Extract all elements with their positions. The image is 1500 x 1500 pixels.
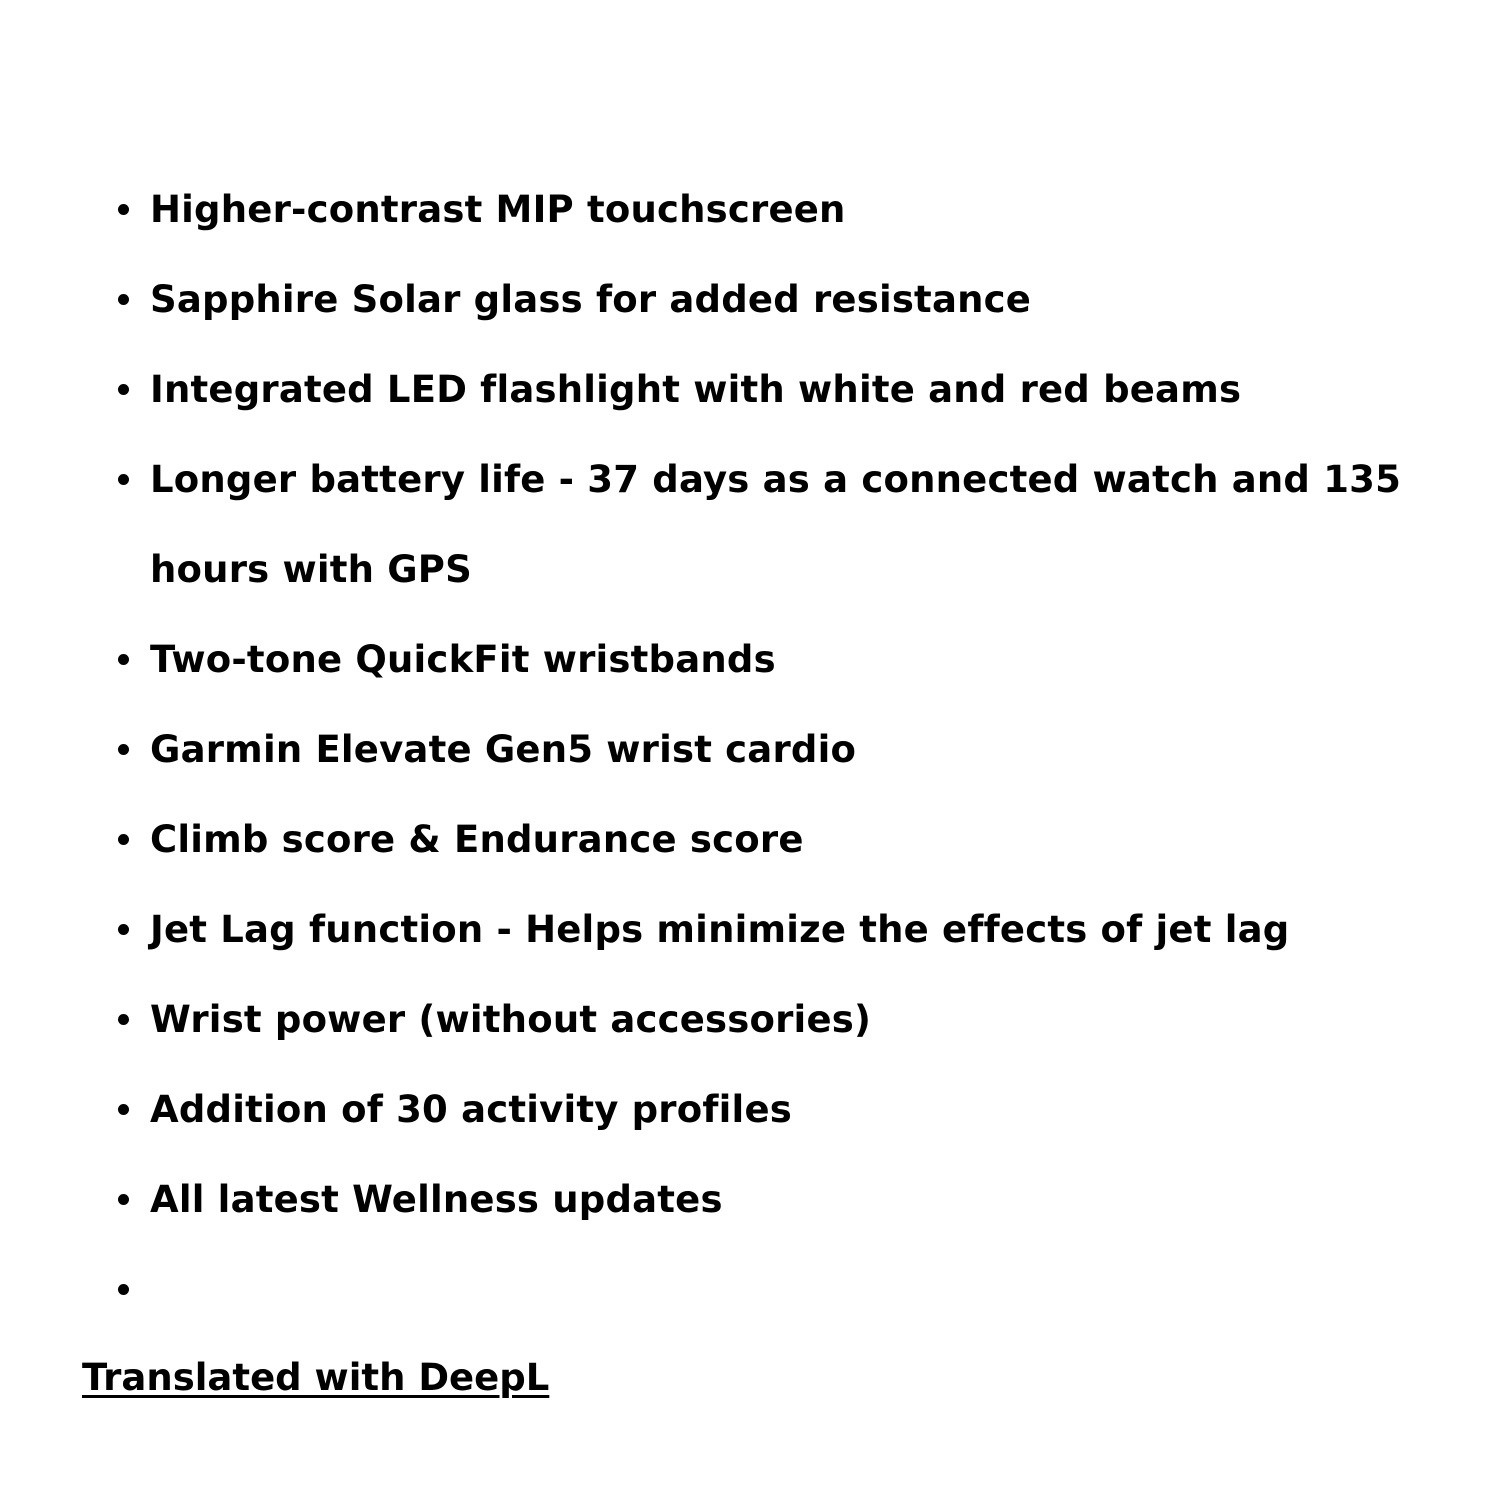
list-item (0, 345, 1500, 435)
feature-text: Garmin Elevate Gen5 wrist cardio (150, 728, 857, 771)
deepl-translation-link[interactable]: Translated with DeepL (82, 1356, 550, 1399)
feature-text: Longer battery life - 37 days as a connected watch and 135 hours with GPS (150, 458, 1402, 591)
feature-text: Integrated LED flashlight with white and red beams (150, 368, 1242, 411)
list-item (0, 435, 1500, 615)
list-item (0, 795, 1500, 885)
list-item (0, 975, 1500, 1065)
list-item (0, 705, 1500, 795)
list-item (0, 165, 1500, 255)
feature-text: Jet Lag function - Helps minimize the effects of jet lag (150, 908, 1290, 951)
list-item (0, 1155, 1500, 1245)
feature-text: Higher-contrast MIP touchscreen (150, 188, 846, 231)
feature-text: Addition of 30 activity profiles (150, 1088, 792, 1131)
feature-text: Wrist power (without accessories) (150, 998, 872, 1041)
list-item (0, 1065, 1500, 1155)
feature-text: Sapphire Solar glass for added resistance (150, 278, 1032, 321)
feature-list (0, 165, 1500, 1335)
list-item (0, 885, 1500, 975)
feature-text: Climb score & Endurance score (150, 818, 804, 861)
empty-list-item (0, 1245, 1500, 1335)
list-item (0, 255, 1500, 345)
feature-text: Two-tone QuickFit wristbands (150, 638, 776, 681)
list-item (0, 615, 1500, 705)
feature-text: All latest Wellness updates (150, 1178, 723, 1221)
